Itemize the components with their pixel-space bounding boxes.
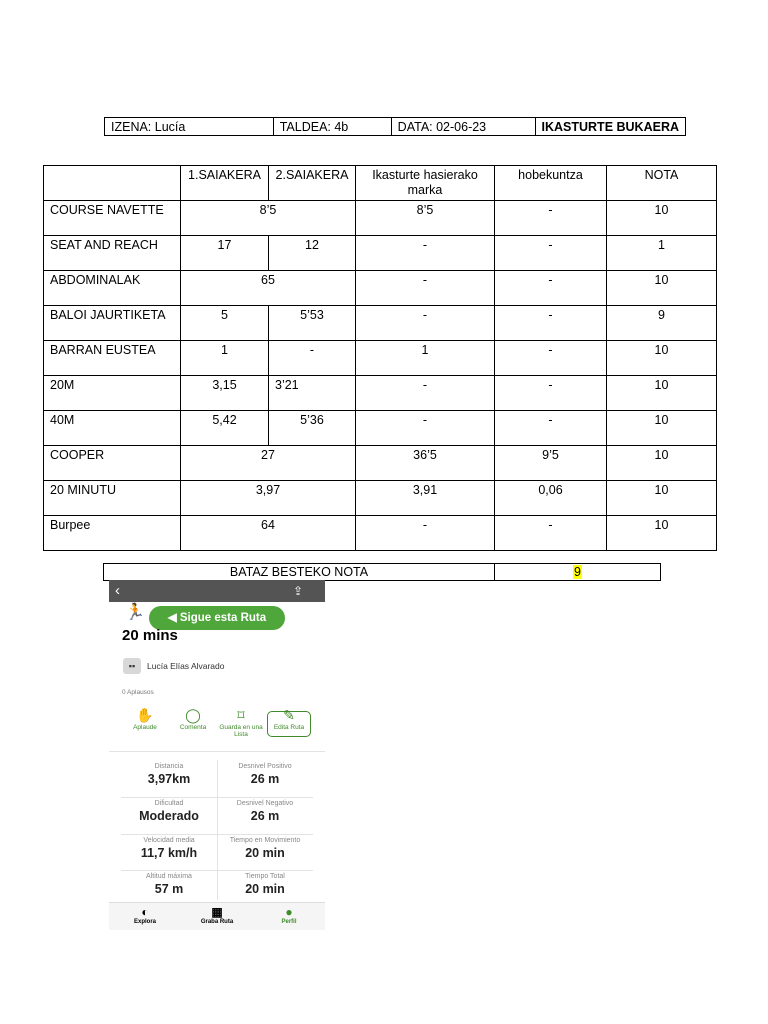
edit-route-button[interactable]: [266, 706, 312, 731]
applaud-label: Aplaude: [133, 724, 157, 731]
average-value: 9: [574, 565, 581, 579]
cell-marka: -: [356, 411, 495, 446]
col-header: 1.SAIAKERA: [181, 166, 269, 201]
app-screenshot: [109, 580, 325, 930]
title-cell: IKASTURTE BUKAERA: [535, 118, 686, 136]
col-header: 2.SAIAKERA: [269, 166, 356, 201]
save-list-label: Guarda en una Lista: [219, 724, 263, 738]
stat-label: Desnivel Negativo: [236, 800, 294, 807]
cell-nota: 10: [607, 446, 717, 481]
cell-marka: 1: [356, 341, 495, 376]
cell-marka: -: [356, 516, 495, 551]
stat-label: Tiempo Total: [245, 873, 285, 880]
duration-title: 20 mins: [122, 627, 178, 644]
stat-value: 26 m: [250, 772, 280, 786]
stat-label: Dificultad: [154, 800, 184, 807]
row-name: ABDOMINALAK: [44, 271, 181, 306]
share-icon[interactable]: ⇪: [293, 584, 304, 598]
stat-avg-speed: [121, 834, 217, 870]
results-table: [43, 165, 717, 551]
cell-saiakera: 64: [181, 516, 356, 551]
applause-count: 0 Aplausos: [122, 689, 154, 696]
taldea-cell: TALDEA: 4b: [273, 118, 391, 136]
back-chevron-icon[interactable]: ‹: [115, 582, 120, 599]
cell-nota: 9: [607, 306, 717, 341]
stat-difficulty: [121, 797, 217, 833]
cell-saiakera-2: 3’21: [269, 376, 356, 411]
cell-nota: 1: [607, 236, 717, 271]
col-header: hobekuntza: [495, 166, 607, 201]
stat-label: Desnivel Positivo: [238, 763, 292, 770]
row-name: 20 MINUTU: [44, 481, 181, 516]
cell-hobekuntza: -: [495, 341, 607, 376]
avatar[interactable]: ▪▪: [123, 658, 141, 674]
bottom-nav: [109, 902, 325, 930]
cell-nota: 10: [607, 516, 717, 551]
cell-nota: 10: [607, 411, 717, 446]
header-table: [104, 117, 686, 136]
average-table: [103, 563, 661, 581]
cell-saiakera-2: 12: [269, 236, 356, 271]
cell-saiakera-2: 5’53: [269, 306, 356, 341]
nav-record-route[interactable]: [187, 905, 247, 925]
stat-label: Distancia: [154, 763, 184, 770]
cell-marka: 8’5: [356, 201, 495, 236]
col-header: NOTA: [607, 166, 717, 201]
cell-hobekuntza: -: [495, 201, 607, 236]
table-row: [44, 236, 717, 271]
cell-hobekuntza: -: [495, 271, 607, 306]
cell-marka: 3,91: [356, 481, 495, 516]
cell-saiakera-1: 1: [181, 341, 269, 376]
row-name: BALOI JAURTIKETA: [44, 306, 181, 341]
col-header: Ikasturte hasierako marka: [356, 166, 495, 201]
comment-label: Comenta: [179, 724, 207, 731]
user-name[interactable]: Lucía Elías Alvarado: [147, 661, 225, 671]
stat-value: 20 min: [245, 846, 285, 860]
row-name: COURSE NAVETTE: [44, 201, 181, 236]
stat-label: Tiempo en Movimiento: [229, 837, 301, 844]
table-row: [44, 341, 717, 376]
table-row: [44, 481, 717, 516]
izena-cell: IZENA: Lucía: [105, 118, 274, 136]
save-to-list-button[interactable]: [218, 706, 264, 738]
row-name: Burpee: [44, 516, 181, 551]
table-row: [44, 446, 717, 481]
cell-saiakera-2: -: [269, 341, 356, 376]
stat-elevation-gain: [217, 760, 313, 796]
follow-route-button[interactable]: ◀ Sigue esta Ruta: [149, 606, 285, 630]
cell-marka: -: [356, 376, 495, 411]
edit-route-label: Edita Ruta: [273, 724, 305, 731]
stat-label: Velocidad media: [143, 837, 195, 844]
data-cell: DATA: 02-06-23: [391, 118, 535, 136]
app-top-bar: [109, 580, 325, 602]
cell-nota: 10: [607, 201, 717, 236]
row-name: COOPER: [44, 446, 181, 481]
comment-button[interactable]: [170, 706, 216, 731]
cell-saiakera-1: 5,42: [181, 411, 269, 446]
stat-value: 3,97km: [147, 772, 191, 786]
cell-marka: -: [356, 271, 495, 306]
runner-icon: 🏃: [125, 604, 145, 621]
cell-saiakera-1: 5: [181, 306, 269, 341]
cell-nota: 10: [607, 481, 717, 516]
pencil-icon: ✎: [283, 707, 295, 723]
stat-value: 57 m: [154, 882, 184, 896]
cell-saiakera: 3,97: [181, 481, 356, 516]
stat-value: 20 min: [245, 882, 285, 896]
cell-saiakera: 27: [181, 446, 356, 481]
stat-label: Altitud máxima: [146, 873, 192, 880]
row-name: 40M: [44, 411, 181, 446]
cell-marka: 36’5: [356, 446, 495, 481]
table-row: [44, 411, 717, 446]
row-name: BARRAN EUSTEA: [44, 341, 181, 376]
row-name: 20M: [44, 376, 181, 411]
nav-explore[interactable]: [115, 905, 175, 925]
table-row: [44, 376, 717, 411]
nav-label: Graba Ruta: [200, 919, 234, 925]
divider: [109, 751, 325, 752]
empty-header-cell: [44, 166, 181, 201]
profile-icon: ●: [285, 905, 293, 919]
map-icon: ▦: [211, 905, 223, 919]
cell-saiakera-2: 5’36: [269, 411, 356, 446]
nav-label: Explora: [133, 919, 156, 925]
table-row: [44, 516, 717, 551]
action-row: [109, 706, 325, 746]
stat-elevation-loss: [217, 797, 313, 833]
cell-hobekuntza: -: [495, 411, 607, 446]
cell-hobekuntza: -: [495, 306, 607, 341]
comment-icon: ◯: [185, 707, 201, 723]
bookmark-icon: ⌑: [237, 707, 245, 723]
cell-saiakera: 8’5: [181, 201, 356, 236]
stat-max-altitude: [121, 870, 217, 906]
cell-nota: 10: [607, 341, 717, 376]
cell-saiakera-1: 3,15: [181, 376, 269, 411]
table-row: [44, 201, 717, 236]
row-name: SEAT AND REACH: [44, 236, 181, 271]
cell-saiakera: 65: [181, 271, 356, 306]
cell-hobekuntza: -: [495, 236, 607, 271]
cell-hobekuntza: -: [495, 376, 607, 411]
stat-value: Moderado: [139, 809, 199, 823]
cell-hobekuntza: -: [495, 516, 607, 551]
average-label: BATAZ BESTEKO NOTA: [104, 564, 495, 581]
cell-hobekuntza: 9’5: [495, 446, 607, 481]
stat-distance: [121, 760, 217, 796]
cell-hobekuntza: 0,06: [495, 481, 607, 516]
stat-value: 26 m: [250, 809, 280, 823]
table-row: [44, 271, 717, 306]
cell-nota: 10: [607, 376, 717, 411]
applaud-button[interactable]: [122, 706, 168, 731]
stat-value: 11,7 km/h: [140, 846, 198, 860]
cell-saiakera-1: 17: [181, 236, 269, 271]
applause-icon: ✋: [136, 707, 154, 723]
stat-total-time: [217, 870, 313, 906]
cell-marka: -: [356, 306, 495, 341]
average-value-cell: [495, 564, 661, 581]
nav-label: Perfil: [281, 919, 297, 925]
stat-moving-time: [217, 834, 313, 870]
cell-marka: -: [356, 236, 495, 271]
table-row: [44, 306, 717, 341]
cell-nota: 10: [607, 271, 717, 306]
compass-icon: ◐: [141, 905, 149, 919]
nav-profile[interactable]: [259, 905, 319, 925]
table-header-row: [44, 166, 717, 201]
